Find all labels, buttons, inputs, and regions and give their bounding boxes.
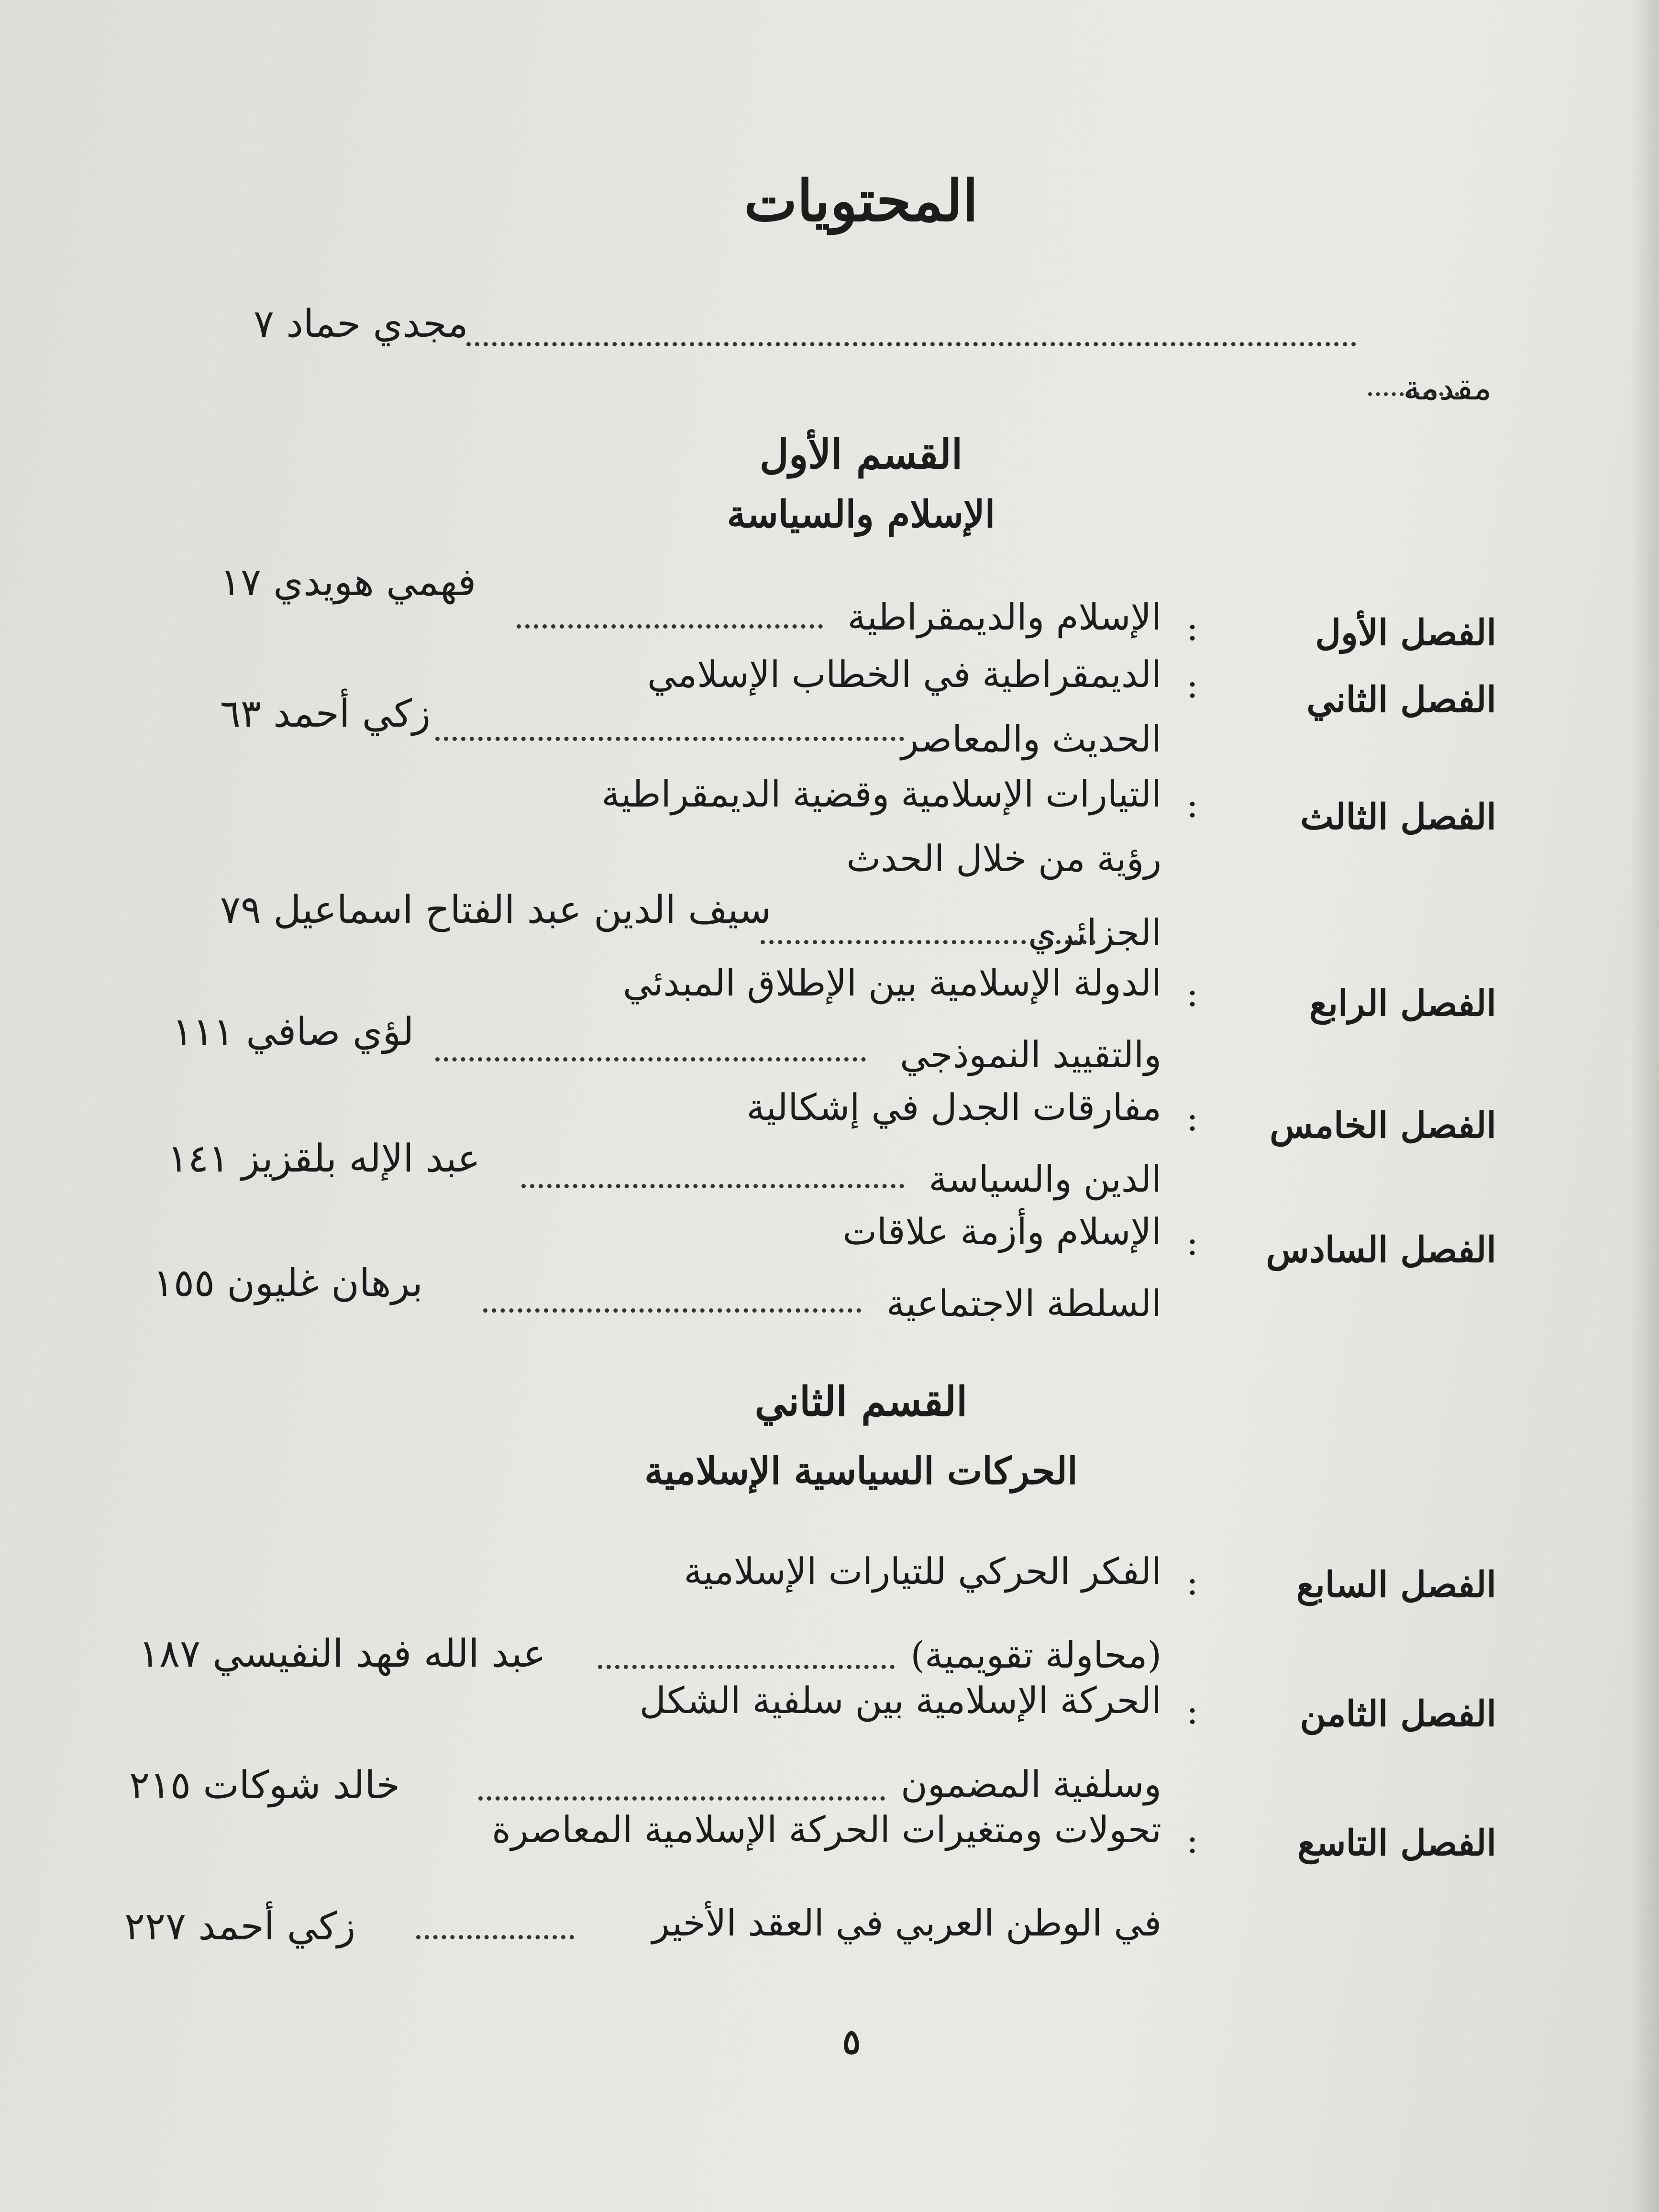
ch7-author-page: عبد الله فهد النفيسي ١٨٧ [139,1631,546,1676]
ch1-colon: : [1186,608,1198,649]
ch1-line-1: الإسلام والديمقراطية [847,596,1161,638]
ch9-label: الفصل التاسع [1297,1823,1496,1864]
ch1-author-page: فهمي هويدي ١٧ [220,560,476,604]
ch7-line-1: الفكر الحركي للتيارات الإسلامية [684,1550,1161,1593]
intro-label-dots [1368,392,1459,396]
ch3-line-3: الجزائري [1028,911,1161,954]
ch2-leader-dots [435,737,904,741]
intro-leader-dots [466,342,1356,346]
ch3-line-1: التيارات الإسلامية وقضية الديمقراطية [601,773,1161,815]
ch2-line-2: الحديث والمعاصر [901,718,1161,760]
ch3-colon: : [1186,785,1198,826]
ch3-leader-dots [761,940,1095,944]
ch5-author-page: عبد الإله بلقزيز ١٤١ [167,1136,480,1181]
ch4-leader-dots [435,1057,866,1062]
ch6-leader-dots [483,1308,861,1313]
ch9-author-page: زكي أحمد ٢٢٧ [124,1904,356,1948]
ch5-line-1: مفارقات الجدل في إشكالية [746,1086,1161,1128]
ch9-line-1: تحولات ومتغيرات الحركة الإسلامية المعاصرة [492,1808,1161,1851]
ch6-author-page: برهان غليون ١٥٥ [153,1261,423,1305]
ch2-colon: : [1186,665,1198,706]
ch6-line-1: الإسلام وأزمة علاقات [842,1210,1161,1253]
ch6-line-2: السلطة الاجتماعية [886,1282,1161,1325]
section-2-subheading: الحركات السياسية الإسلامية [644,1449,1078,1493]
ch1-label: الفصل الأول [1315,612,1496,653]
ch2-label: الفصل الثاني [1306,679,1496,720]
ch9-colon: : [1186,1820,1198,1861]
ch8-colon: : [1186,1691,1198,1732]
ch9-leader-dots [416,1935,574,1939]
ch8-author-page: خالد شوكات ٢١٥ [129,1763,400,1807]
ch3-label: الفصل الثالث [1300,796,1496,838]
ch3-line-2: رؤية من خلال الحدث [846,837,1161,880]
ch5-label: الفصل الخامس [1270,1105,1496,1146]
ch7-label: الفصل السابع [1296,1564,1496,1605]
ch4-colon: : [1186,973,1198,1015]
ch4-line-1: الدولة الإسلامية بين الإطلاق المبدئي [622,962,1161,1004]
ch4-line-2: والتقييد النموذجي [900,1033,1161,1076]
ch5-line-2: الدين والسياسة [929,1158,1161,1200]
ch8-leader-dots [478,1796,885,1801]
section-1-heading: القسم الأول [759,431,963,478]
ch4-label: الفصل الرابع [1309,983,1496,1024]
ch8-line-1: الحركة الإسلامية بين سلفية الشكل [639,1679,1161,1722]
section-1-subheading: الإسلام والسياسة [727,493,995,536]
ch5-leader-dots [521,1184,904,1188]
page-number: ٥ [842,2021,861,2062]
ch7-leader-dots [598,1665,895,1669]
ch9-line-2: في الوطن العربي في العقد الأخير [652,1902,1161,1944]
ch7-line-2: (محاولة تقويمية) [910,1634,1161,1676]
ch2-line-1: الديمقراطية في الخطاب الإسلامي [647,653,1161,696]
page-title: المحتويات [744,167,978,234]
ch6-colon: : [1186,1222,1198,1263]
ch1-leader-dots [517,624,823,629]
ch6-label: الفصل السادس [1266,1229,1496,1271]
ch8-label: الفصل الثامن [1300,1693,1496,1735]
ch3-author-page: سيف الدين عبد الفتاح اسماعيل ٧٩ [220,887,772,932]
ch8-line-2: وسلفية المضمون [901,1763,1161,1805]
section-2-heading: القسم الثاني [754,1378,968,1425]
ch7-colon: : [1186,1562,1198,1603]
ch2-author-page: زكي أحمد ٦٣ [220,691,431,736]
intro-label: مقدمة [1403,368,1492,408]
ch4-author-page: لؤي صافي ١١١ [172,1009,414,1054]
intro-author-page: مجدي حماد ٧ [254,301,468,346]
ch5-colon: : [1186,1098,1198,1139]
